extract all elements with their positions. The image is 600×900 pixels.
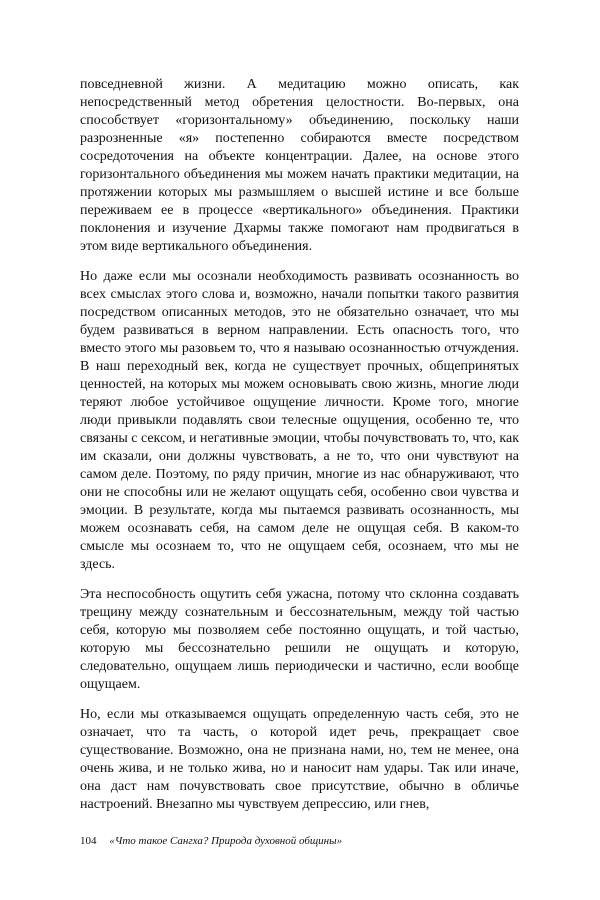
page-footer — [80, 834, 342, 848]
paragraph-1: повседневной жизни. А медитацию можно описать, как непосредственный метод обретения целостности. Во-первых, она способствует «горизонтальному» объединению, поскольку наши разрозненные «я» постепенно собираются вместе посредством сосредоточения на объекте концентрации. Далее, на основе этого горизонтального объединения мы можем начать практики медитации, на протяжении которых мы размышляем о высшей истине и все больше переживаем ее в процессе «вертикального» объединения. Практики поклонения и изучение Дхармы также помогают нам продвигаться в этом виде вертикального объединения. — [80, 77, 519, 254]
paragraph-2: Но даже если мы осознали необходимость развивать осознанность во всех смыслах этого слова и, возможно, начали попытки такого развития посредством описанных методов, это не обязательно означает, что мы будем развиваться в верном направлении. Есть опасность того, что вместо этого мы разовьем то, что я называю осознанностью отчуждения. В наш переходный век, когда не существует прочных, общепринятых ценностей, на которых мы можем основывать свою жизнь, многие люди теряют любое устойчивое ощущение личности. Кроме того, многие люди привыкли подавлять свои телесные ощущения, особенно те, что связаны с сексом, и негативные эмоции, чтобы почувствовать то, что, как им сказали, они должны чувствовать, а не то, что они чувствуют на самом деле. Поэтому, по ряду причин, многие из нас обнаруживают, что они не способны или не желают ощущать себя, особенно свои чувства и эмоции. В результате, когда мы пытаемся развивать осознанность, мы можем осознавать себя, на самом деле не ощущая себя. В каком-то смысле мы осознаем то, что не ощущаем себя, осознаем, что мы не здесь. — [80, 269, 519, 572]
page-number: 104 — [80, 835, 97, 847]
paragraph-4: Но, если мы отказываемся ощущать определенную часть себя, это не означает, что та часть, о которой идет речь, прекращает свое существование. Возможно, она не признана нами, но, тем не менее, она очень жива, и не только жива, но и наносит нам удары. Так или иначе, она даст нам почувствовать свое присутствие, обычно в обличье настроений. Внезапно мы чувствуем депрессию, или гнев, — [80, 707, 519, 812]
page-body — [80, 76, 519, 826]
running-title: «Что такое Сангха? Природа духовной общины» — [109, 835, 343, 847]
paragraph-3: Эта неспособность ощутить себя ужасна, потому что склонна создавать трещину между сознательным и бессознательным, между той частью себя, которую мы позволяем себе постоянно ощущать, и той частью, которую мы бессознательно решили не ощущать и которую, следовательно, ощущаем лишь периодически и частично, если вообще ощущаем. — [80, 587, 519, 692]
